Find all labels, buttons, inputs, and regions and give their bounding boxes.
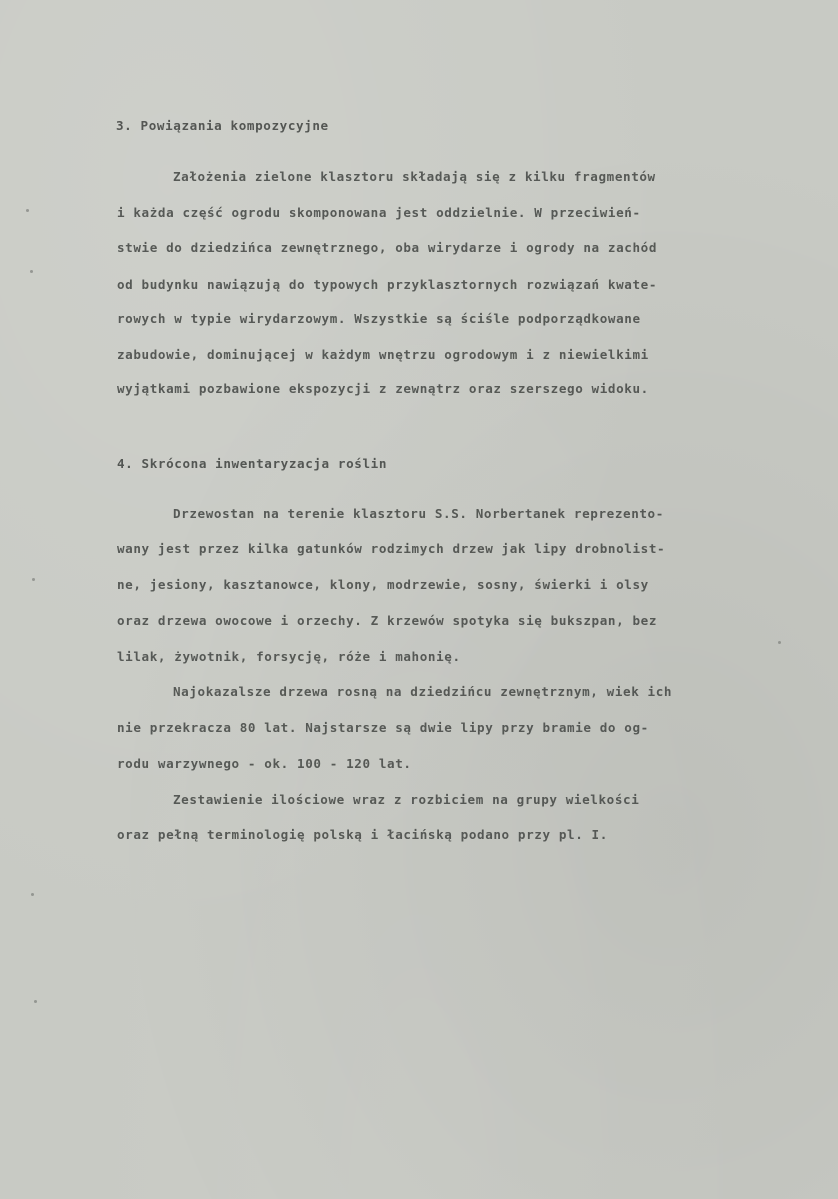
section-4-para-1-line-2: wany jest przez kilka gatunków rodzimych drzew jak lipy drobnolist- <box>117 541 666 556</box>
section-4-para-2-line-2: nie przekracza 80 lat. Najstarsze są dwie lipy przy bramie do og- <box>117 720 649 735</box>
section-4-para-1-line-3: ne, jesiony, kasztanowce, klony, modrzewie, sosny, świerki i olsy <box>117 577 649 592</box>
section-4-heading: 4. Skrócona inwentaryzacja roślin <box>117 456 388 471</box>
section-4-para-1-line-5: lilak, żywotnik, forsycję, róże i mahonię. <box>117 649 461 664</box>
section-4-para-3-line-1: Zestawienie ilościowe wraz z rozbiciem na grupy wielkości <box>173 792 640 807</box>
paper-speck <box>31 893 34 896</box>
paper-speck <box>32 578 35 581</box>
section-3-heading: 3. Powiązania kompozycyjne <box>116 118 329 133</box>
section-4-para-2-line-3: rodu warzywnego - ok. 100 - 120 lat. <box>117 756 412 771</box>
section-3-line-7: wyjątkami pozbawione ekspozycji z zewnątrz oraz szerszego widoku. <box>117 381 649 396</box>
paper-speck <box>30 270 33 273</box>
section-3-line-6: zabudowie, dominującej w każdym wnętrzu ogrodowym i z niewielkimi <box>117 347 649 362</box>
section-4-para-2-line-1: Najokazalsze drzewa rosną na dziedzińcu zewnętrznym, wiek ich <box>173 684 673 699</box>
section-4-para-3-line-2: oraz pełną terminologię polską i łacińską podano przy pl. I. <box>117 827 608 842</box>
section-3-line-4: od budynku nawiązują do typowych przyklasztornych rozwiązań kwate- <box>117 277 658 292</box>
section-4-para-1-line-1: Drzewostan na terenie klasztoru S.S. Norbertanek reprezento- <box>173 506 664 521</box>
section-3-line-5: rowych w typie wirydarzowym. Wszystkie są ściśle podporządkowane <box>117 311 641 326</box>
section-3-line-2: i każda część ogrodu skomponowana jest oddzielnie. W przeciwień- <box>117 205 641 220</box>
section-4-para-1-line-4: oraz drzewa owocowe i orzechy. Z krzewów spotyka się bukszpan, bez <box>117 613 658 628</box>
paper-speck <box>26 209 29 212</box>
paper-speck <box>34 1000 37 1003</box>
paper-speck <box>778 641 781 644</box>
section-3-line-1: Założenia zielone klasztoru składają się z kilku fragmentów <box>173 169 656 184</box>
section-3-line-3: stwie do dziedzińca zewnętrznego, oba wirydarze i ogrody na zachód <box>117 240 658 255</box>
